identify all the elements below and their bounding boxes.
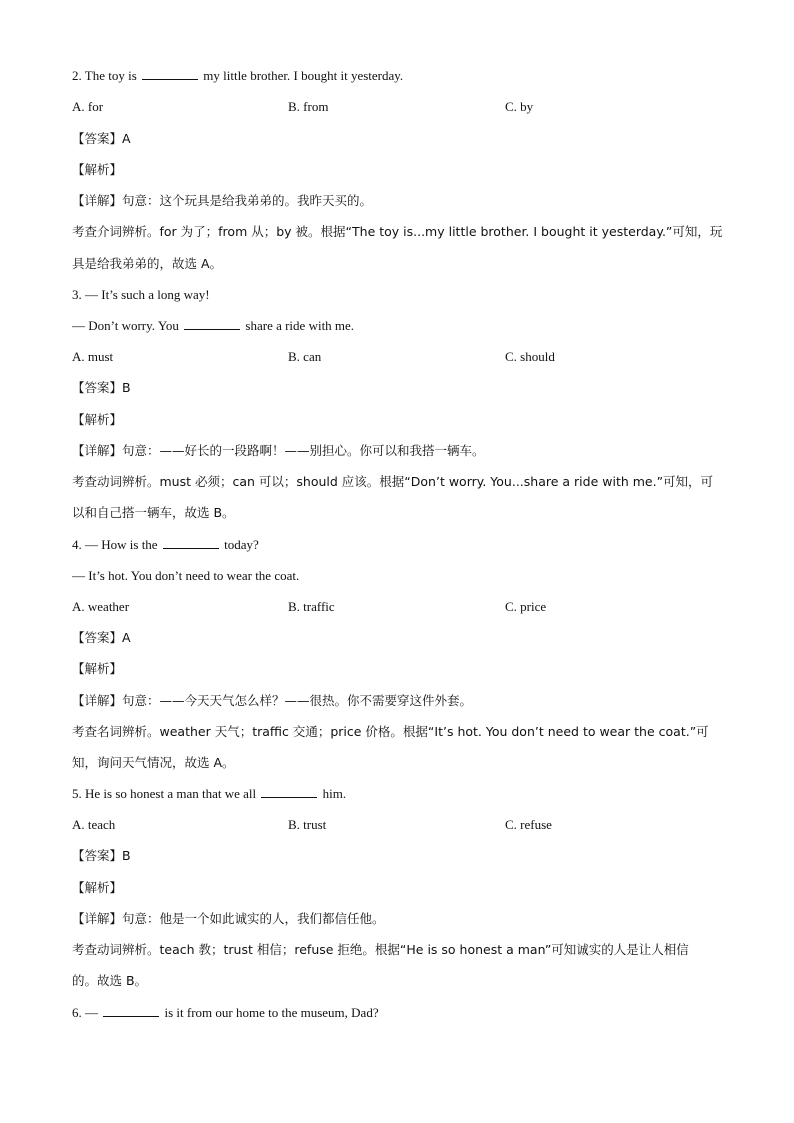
option-b: B. trust — [288, 817, 327, 832]
answer-label: 【答案】A — [72, 131, 131, 146]
option-b: B. from — [288, 99, 329, 114]
stem-text: my little brother. I bought it yesterday. — [203, 68, 404, 83]
explanation-text: 考查名词辨析。weather 天气；traffic 交通；price 价格。根据“It’s hot. You don’t need to wear the coat.”可 — [72, 724, 709, 739]
analysis-label: 【解析】 — [72, 661, 123, 676]
question-4-stem — [72, 536, 259, 554]
stem-text: 2. The toy is — [72, 68, 137, 83]
explanation-text: 考查介词辨析。for 为了；from 从；by 被。根据“The toy is...my little brother. I bought it yesterday.”可知，玩 — [72, 224, 723, 239]
option-a: A. for — [72, 99, 104, 114]
stem-text: 5. He is so honest a man that we all — [72, 786, 257, 801]
question-5-options — [72, 816, 722, 834]
explanation-text: 知，询问天气情况，故选 A。 — [72, 755, 235, 770]
stem-text: today? — [224, 537, 259, 552]
option-b: B. can — [288, 349, 322, 364]
option-c: C. price — [505, 599, 547, 614]
explanation-text: 考查动词辨析。teach 教；trust 相信；refuse 拒绝。根据“He is so honest a man”可知诚实的人是让人相信 — [72, 942, 689, 957]
question-3-dialog — [72, 317, 354, 335]
option-a: A. must — [72, 349, 114, 364]
option-c: C. refuse — [505, 817, 552, 832]
stem-text: him. — [322, 786, 347, 801]
answer-blank — [142, 67, 198, 80]
detail-text: 【详解】句意：——今天天气怎么样？——很热。你不需要穿这件外套。 — [72, 693, 473, 708]
answer-blank — [261, 785, 317, 798]
detail-text: 【详解】句意：——好长的一段路啊！——别担心。你可以和我搭一辆车。 — [72, 443, 485, 458]
detail-text: 【详解】句意：他是一个如此诚实的人，我们都信任他。 — [72, 911, 385, 926]
detail-text: 【详解】句意：这个玩具是给我弟弟的。我昨天买的。 — [72, 193, 373, 208]
option-b: B. traffic — [288, 599, 335, 614]
explanation-text: 考查动词辨析。must 必须；can 可以；should 应该。根据“Don’t worry. You...share a ride with me.”可知，可 — [72, 474, 714, 489]
answer-label: 【答案】B — [72, 380, 131, 395]
answer-blank — [184, 317, 240, 330]
option-c: C. should — [505, 349, 555, 364]
answer-blank — [103, 1004, 159, 1017]
stem-text: — Don’t worry. You — [72, 318, 179, 333]
stem-text: share a ride with me. — [245, 318, 355, 333]
stem-text: 4. — How is the — [72, 537, 158, 552]
question-2-options — [72, 98, 722, 116]
answer-label: 【答案】A — [72, 630, 131, 645]
option-a: A. weather — [72, 599, 130, 614]
analysis-label: 【解析】 — [72, 880, 123, 895]
question-2-stem — [72, 67, 403, 85]
question-4-options — [72, 598, 722, 616]
explanation-text: 以和自己搭一辆车，故选 B。 — [72, 505, 235, 520]
question-5-stem — [72, 785, 346, 803]
analysis-label: 【解析】 — [72, 412, 123, 427]
stem-text: 6. — — [72, 1005, 98, 1020]
option-a: A. teach — [72, 817, 116, 832]
analysis-label: 【解析】 — [72, 162, 123, 177]
explanation-text: 的。故选 B。 — [72, 973, 148, 988]
answer-label: 【答案】B — [72, 848, 131, 863]
answer-blank — [163, 536, 219, 549]
question-3-options — [72, 348, 722, 366]
question-6-stem — [72, 1004, 379, 1022]
stem-text: is it from our home to the museum, Dad? — [164, 1005, 379, 1020]
explanation-text: 具是给我弟弟的，故选 A。 — [72, 256, 223, 271]
question-3-stem: 3. — It’s such a long way! — [72, 287, 210, 302]
question-4-dialog: — It’s hot. You don’t need to wear the coat. — [72, 568, 300, 583]
option-c: C. by — [505, 99, 534, 114]
